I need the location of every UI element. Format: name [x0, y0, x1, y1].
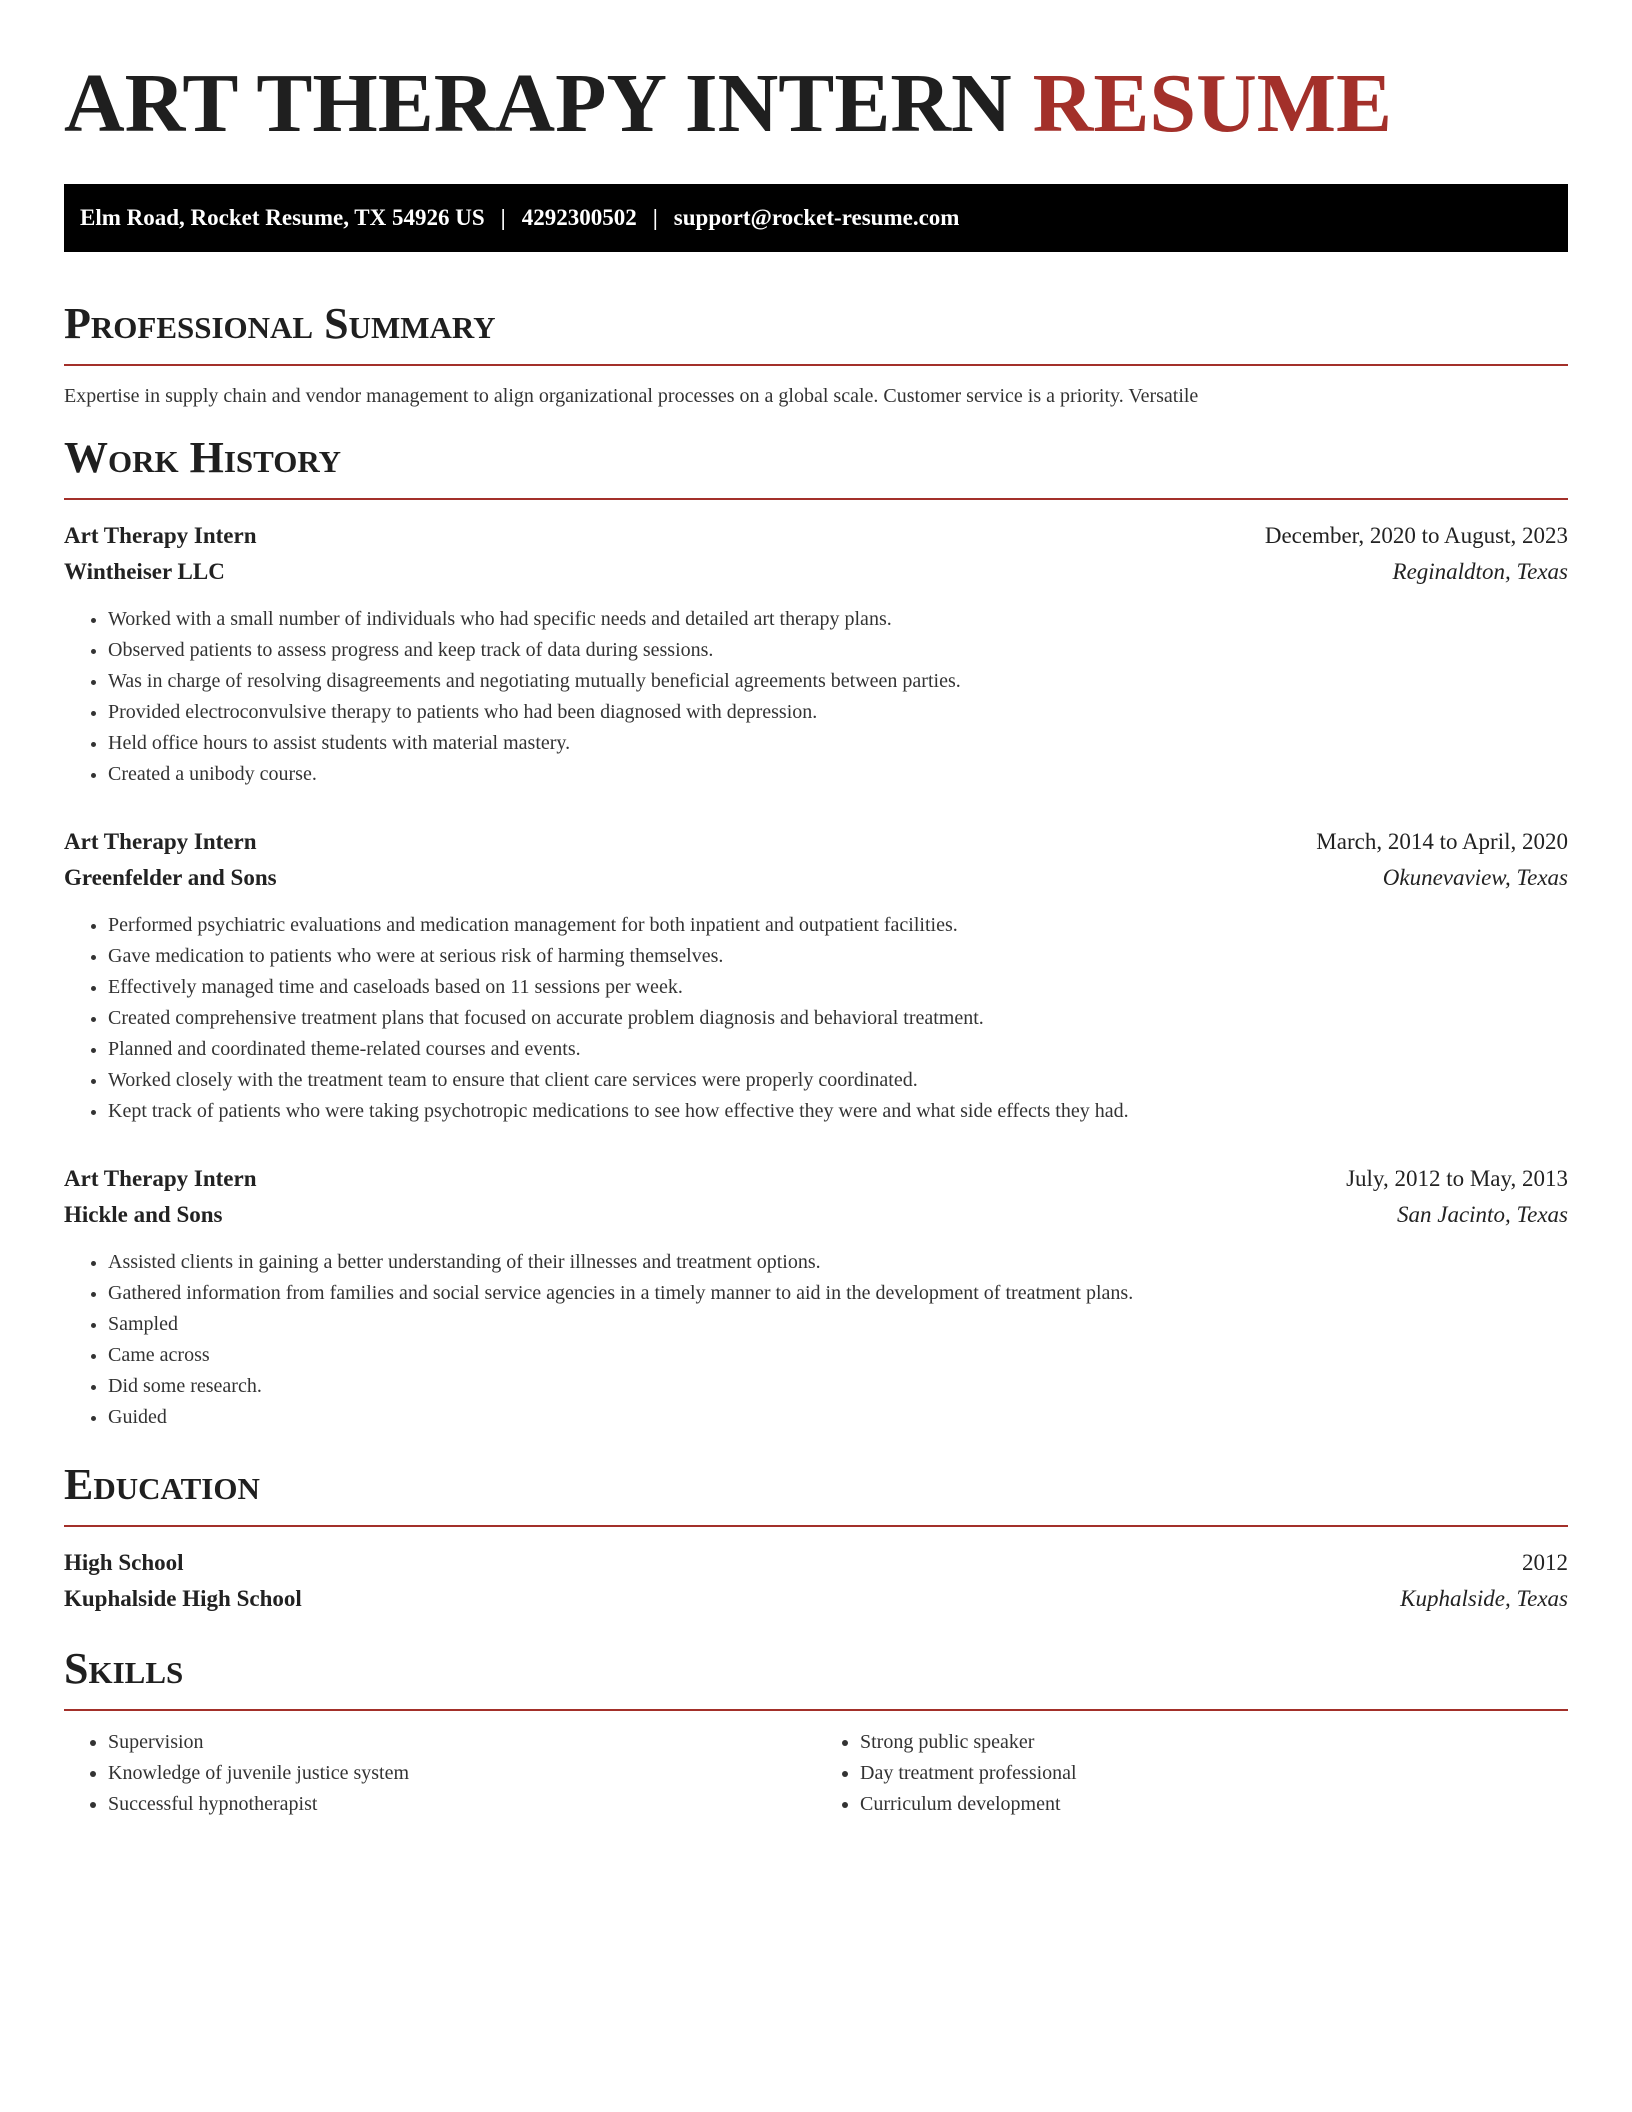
job-duty-item: • Gave medication to patients who were at serious risk of harming themselves.: [108, 941, 1568, 972]
job-duty-item: • Created comprehensive treatment plans that focused on accurate problem diagnosis and behavioral treatment.: [108, 1003, 1568, 1034]
title-main: ART THERAPY INTERN: [64, 57, 1012, 150]
education-location: Kuphalside, Texas: [1400, 1586, 1568, 1611]
education-degree: High School: [64, 1550, 184, 1575]
job-duty-item: • Performed psychiatric evaluations and medication management for both inpatient and outpatient facilities.: [108, 910, 1568, 941]
skill-item: • Successful hypnotherapist: [108, 1789, 816, 1820]
contact-email: support@rocket-resume.com: [673, 205, 960, 230]
skill-item: • Strong public speaker: [860, 1727, 1568, 1758]
skill-item: • Day treatment professional: [860, 1758, 1568, 1789]
education-entry: [64, 1547, 1568, 1615]
job-duty-item: • Sampled: [108, 1309, 1568, 1340]
job-duty-item: • Kept track of patients who were taking psychotropic medications to see how effective they were and what side effects they had.: [108, 1096, 1568, 1127]
contact-bar: [64, 184, 1568, 252]
job-duties: [64, 604, 1568, 790]
education-year: 2012: [1522, 1550, 1568, 1575]
job-duties: [64, 1247, 1568, 1433]
job-duty-item: • Effectively managed time and caseloads based on 11 sessions per week.: [108, 972, 1568, 1003]
contact-phone: 4292300502: [521, 205, 637, 230]
skills-heading: Skills: [64, 1644, 184, 1693]
work-history-list: [64, 520, 1568, 1433]
job-duty-item: • Was in charge of resolving disagreements and negotiating mutually beneficial agreements between parties.: [108, 666, 1568, 697]
job-duties: [64, 910, 1568, 1127]
skill-item: • Curriculum development: [860, 1789, 1568, 1820]
job-duty-item: • Guided: [108, 1402, 1568, 1433]
education-heading: Education: [64, 1460, 260, 1509]
job-duty-item: • Planned and coordinated theme-related courses and events.: [108, 1034, 1568, 1065]
job-duty-item: • Assisted clients in gaining a better understanding of their illnesses and treatment options.: [108, 1247, 1568, 1278]
skill-item: • Supervision: [108, 1727, 816, 1758]
job-duty-item: • Observed patients to assess progress and keep track of data during sessions.: [108, 635, 1568, 666]
job-company: Wintheiser LLC: [64, 559, 225, 584]
job-duty-item: • Worked with a small number of individuals who had specific needs and detailed art therapy plans.: [108, 604, 1568, 635]
job-dates: March, 2014 to April, 2020: [1316, 829, 1568, 854]
contact-separator: |: [652, 205, 658, 230]
contact-separator: |: [500, 205, 506, 230]
job-location: Okunevaview, Texas: [1382, 865, 1568, 890]
job-duty-item: • Came across: [108, 1340, 1568, 1371]
section-divider: [64, 1525, 1568, 1527]
education-school: Kuphalside High School: [64, 1586, 302, 1611]
section-divider: [64, 498, 1568, 500]
work-history-heading: Work History: [64, 433, 342, 482]
job-entry: [64, 826, 1568, 1127]
title-accent: RESUME: [1032, 57, 1393, 150]
skills-list: [64, 1727, 1568, 1820]
job-company: Hickle and Sons: [64, 1202, 223, 1227]
skills-column-left: [64, 1727, 816, 1820]
job-location: San Jacinto, Texas: [1397, 1202, 1568, 1227]
section-divider: [64, 364, 1568, 366]
skills-column-right: [816, 1727, 1568, 1820]
job-duty-item: • Created a unibody course.: [108, 759, 1568, 790]
job-dates: December, 2020 to August, 2023: [1264, 523, 1568, 548]
summary-heading: Professional Summary: [64, 299, 496, 348]
job-title: Art Therapy Intern: [64, 1166, 257, 1191]
job-duty-item: • Gathered information from families and social service agencies in a timely manner to aid in the development of treatment plans.: [108, 1278, 1568, 1309]
summary-text: Expertise in supply chain and vendor management to align organizational processes on a global scale. Customer service is a priority. Versatile: [64, 385, 1199, 407]
job-entry: [64, 520, 1568, 790]
resume-title: [64, 56, 1568, 152]
job-company: Greenfelder and Sons: [64, 865, 277, 890]
job-entry: [64, 1163, 1568, 1433]
job-location: Reginaldton, Texas: [1392, 559, 1568, 584]
section-divider: [64, 1709, 1568, 1711]
job-title: Art Therapy Intern: [64, 523, 257, 548]
job-duty-item: • Did some research.: [108, 1371, 1568, 1402]
job-dates: July, 2012 to May, 2013: [1346, 1166, 1568, 1191]
job-duty-item: • Held office hours to assist students with material mastery.: [108, 728, 1568, 759]
skill-item: • Knowledge of juvenile justice system: [108, 1758, 816, 1789]
job-duty-item: • Worked closely with the treatment team to ensure that client care services were properly coordinated.: [108, 1065, 1568, 1096]
job-duty-item: • Provided electroconvulsive therapy to patients who had been diagnosed with depression.: [108, 697, 1568, 728]
contact-address: Elm Road, Rocket Resume, TX 54926 US: [80, 205, 485, 230]
job-title: Art Therapy Intern: [64, 829, 257, 854]
